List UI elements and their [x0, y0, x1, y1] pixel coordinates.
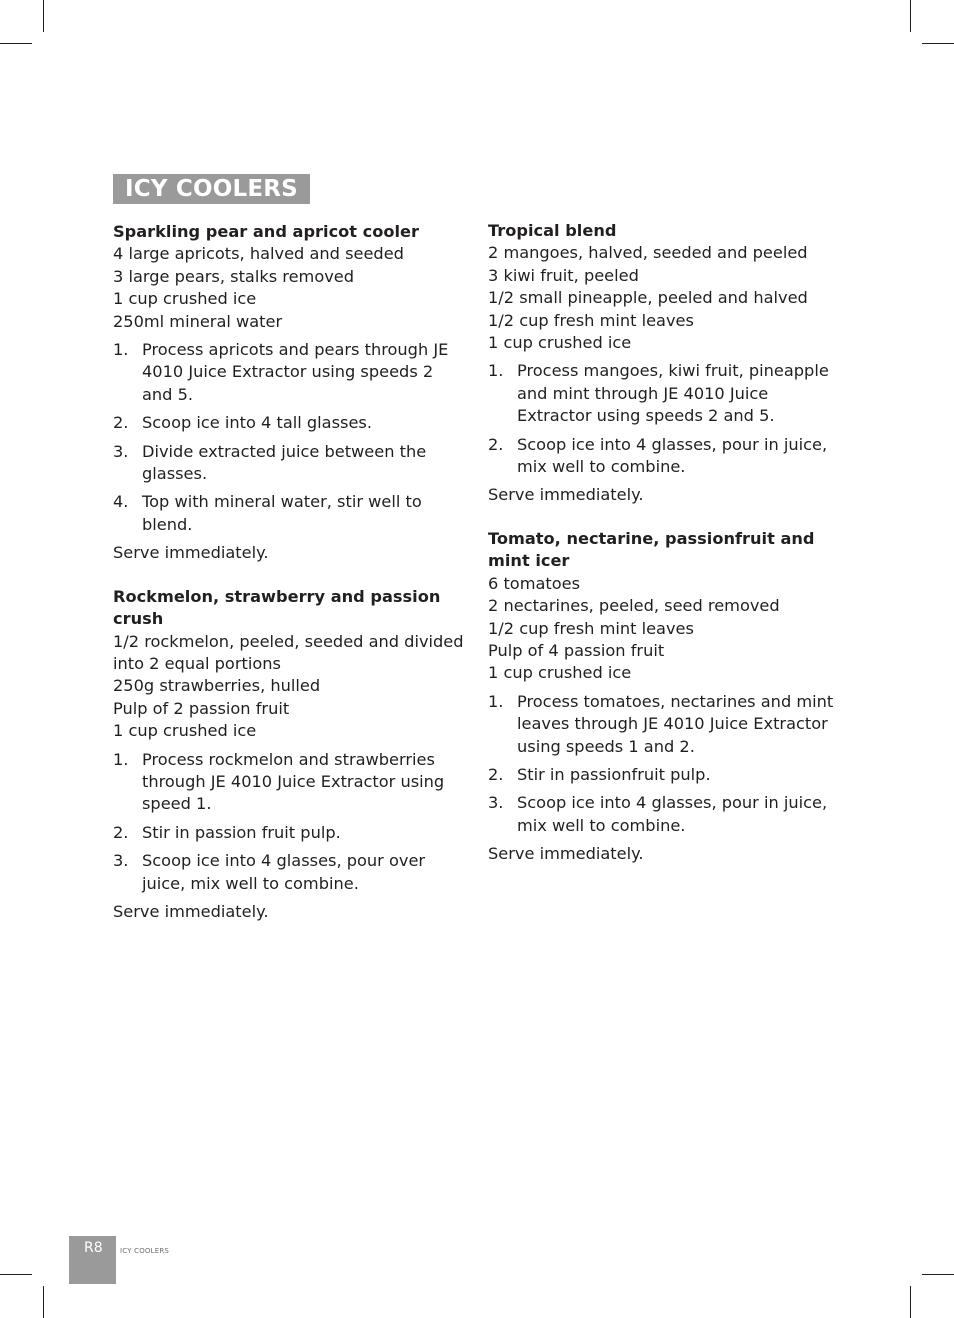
crop-mark-bottom-right-horizontal	[922, 1274, 954, 1275]
ingredient-line: Pulp of 4 passion fruit	[488, 640, 665, 660]
method-step	[113, 822, 468, 844]
step-text: Divide extracted juice between the glasses.	[142, 441, 427, 484]
method-step	[488, 764, 843, 786]
page-number: R8	[84, 1240, 103, 1256]
step-text: Scoop ice into 4 glasses, pour over juice, mix well to combine.	[142, 851, 426, 893]
step-number: 2.	[113, 822, 129, 842]
step-number: 1.	[113, 340, 129, 360]
ingredient-line: 1/2 rockmelon, peeled, seeded and divided into 2 equal portions	[113, 631, 464, 673]
step-text: Stir in passionfruit pulp.	[517, 764, 711, 784]
recipe	[113, 586, 468, 924]
crop-mark-top-right-vertical	[910, 0, 911, 32]
serve-note: Serve immediately.	[113, 543, 269, 563]
ingredient-line: 1 cup crushed ice	[113, 289, 257, 309]
crop-mark-top-right-horizontal	[922, 43, 954, 44]
footer-section-label: ICY COOLERS	[120, 1247, 170, 1255]
step-number: 2.	[113, 413, 129, 433]
method-list	[113, 339, 468, 536]
method-step	[488, 792, 843, 837]
ingredient-line: 1/2 cup fresh mint leaves	[488, 618, 694, 638]
recipe-title: Tomato, nectarine, passionfruit and mint icer	[488, 528, 815, 571]
method-list	[488, 691, 843, 837]
step-text: Process rockmelon and strawberries through JE 4010 Juice Extractor using speed 1.	[142, 749, 445, 814]
step-number: 3.	[113, 851, 129, 871]
crop-mark-bottom-left-horizontal	[0, 1274, 32, 1275]
ingredient-line: 3 large pears, stalks removed	[113, 266, 355, 286]
recipe-title: Rockmelon, strawberry and passion crush	[113, 586, 441, 629]
ingredient-line: Pulp of 2 passion fruit	[113, 698, 290, 718]
step-text: Stir in passion fruit pulp.	[142, 822, 341, 842]
step-number: 3.	[113, 441, 129, 461]
ingredient-line: 4 large apricots, halved and seeded	[113, 244, 404, 264]
serve-note: Serve immediately.	[488, 844, 644, 864]
crop-mark-bottom-right-vertical	[910, 1286, 911, 1318]
method-step	[113, 749, 468, 816]
ingredient-line: 1 cup crushed ice	[488, 333, 632, 353]
step-number: 1.	[488, 691, 504, 711]
ingredient-line: 1 cup crushed ice	[488, 663, 632, 683]
crop-mark-top-left-horizontal	[0, 43, 32, 44]
ingredient-line: 250ml mineral water	[113, 311, 283, 331]
method-step	[113, 441, 468, 486]
serve-note: Serve immediately.	[488, 485, 644, 505]
recipe-title: Sparkling pear and apricot cooler	[113, 222, 420, 241]
recipe-title: Tropical blend	[488, 221, 617, 240]
step-number: 2.	[488, 434, 504, 454]
step-text: Process apricots and pears through JE 4010 Juice Extractor using speeds 2 and 5.	[142, 340, 449, 404]
method-step	[488, 691, 843, 758]
step-text: Top with mineral water, stir well to blend.	[142, 492, 422, 534]
recipe	[113, 221, 468, 565]
step-number: 1.	[488, 361, 504, 381]
ingredient-line: 2 nectarines, peeled, seed removed	[488, 596, 780, 616]
method-step	[488, 434, 843, 479]
method-step	[113, 412, 468, 434]
method-step	[113, 339, 468, 406]
step-text: Scoop ice into 4 glasses, pour in juice, mix well to combine.	[517, 434, 828, 477]
method-step	[113, 850, 468, 895]
crop-mark-top-left-vertical	[43, 0, 44, 32]
step-text: Scoop ice into 4 glasses, pour in juice, mix well to combine.	[517, 793, 828, 835]
method-step	[113, 491, 468, 536]
step-text: Scoop ice into 4 tall glasses.	[142, 413, 373, 433]
crop-mark-bottom-left-vertical	[43, 1286, 44, 1318]
step-text: Process tomatoes, nectarines and mint leaves through JE 4010 Juice Extractor using speeds 1 and 2.	[517, 691, 834, 756]
step-number: 3.	[488, 793, 504, 813]
recipe	[488, 528, 843, 866]
section-title: ICY COOLERS	[113, 174, 310, 204]
step-number: 2.	[488, 764, 504, 784]
ingredient-line: 1 cup crushed ice	[113, 721, 257, 741]
ingredient-line: 1/2 small pineapple, peeled and halved	[488, 288, 808, 308]
recipe	[488, 220, 843, 507]
ingredient-line: 6 tomatoes	[488, 573, 581, 593]
ingredient-line: 3 kiwi fruit, peeled	[488, 265, 639, 285]
ingredient-line: 2 mangoes, halved, seeded and peeled	[488, 243, 808, 263]
step-number: 4.	[113, 492, 129, 512]
ingredient-line: 250g strawberries, hulled	[113, 676, 321, 696]
method-list	[488, 360, 843, 478]
serve-note: Serve immediately.	[113, 901, 269, 921]
ingredient-line: 1/2 cup fresh mint leaves	[488, 310, 694, 330]
left-column	[113, 221, 468, 944]
step-number: 1.	[113, 749, 129, 769]
right-column	[488, 220, 843, 887]
method-list	[113, 749, 468, 895]
step-text: Process mangoes, kiwi fruit, pineapple and mint through JE 4010 Juice Extractor using speeds 2 and 5.	[517, 361, 829, 426]
method-step	[488, 360, 843, 427]
